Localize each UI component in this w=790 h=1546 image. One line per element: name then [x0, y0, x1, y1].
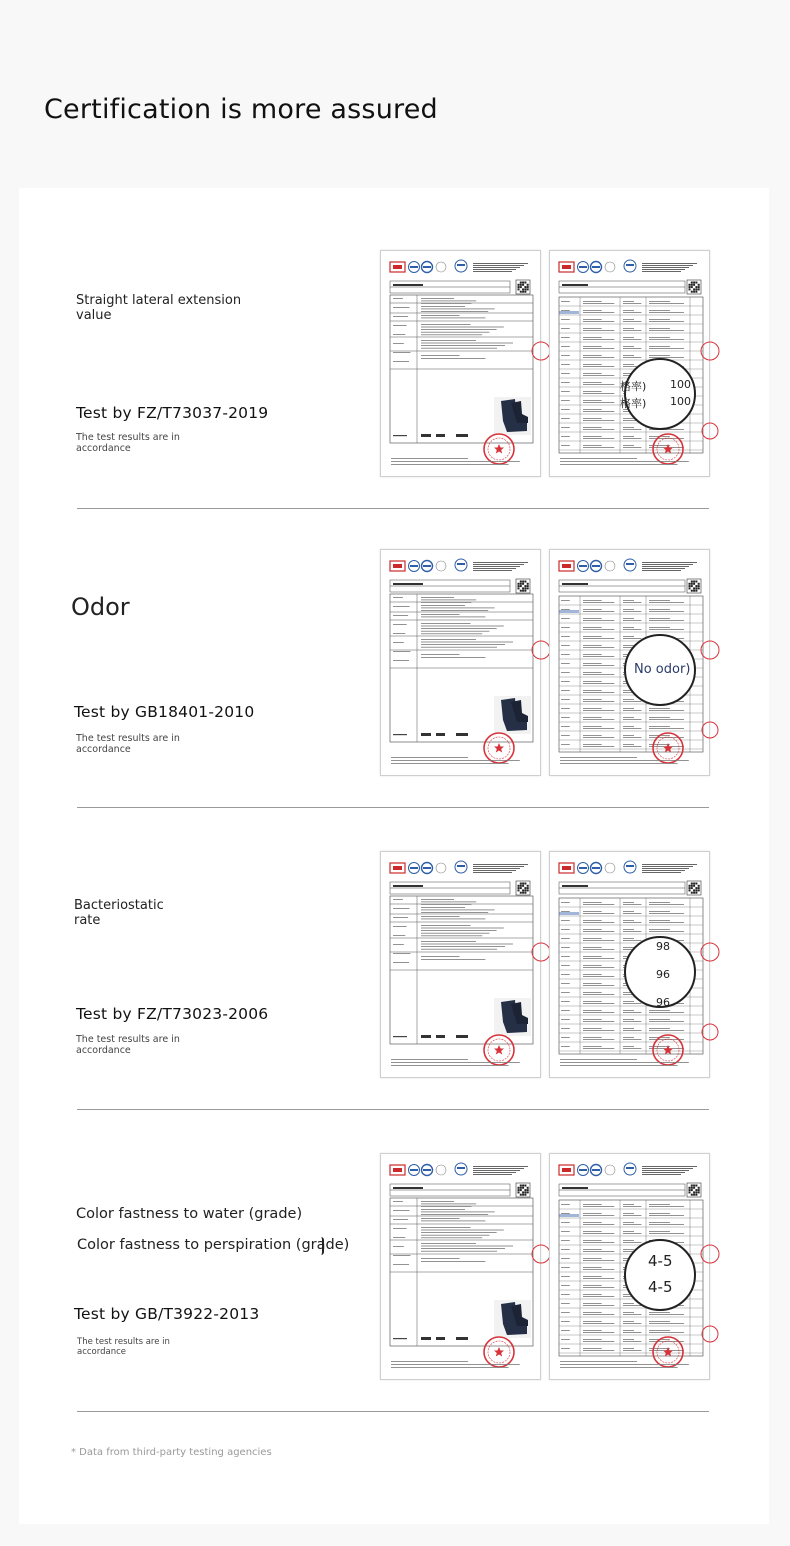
report-thumbnail: [381, 550, 542, 777]
zoom-magnifier: [624, 1239, 696, 1311]
note-line: accordance: [76, 1045, 131, 1057]
note-line: accordance: [76, 744, 131, 756]
zoom-magnifier: [624, 634, 696, 706]
result-note: [76, 1034, 186, 1057]
zoom-value: 96: [656, 996, 670, 1009]
test-report-page-1: [380, 851, 541, 1078]
certification-section-stretch: [19, 188, 769, 488]
certification-panel: [19, 188, 769, 1524]
note-line: accordance: [77, 1347, 126, 1358]
paren-mark: [321, 1237, 324, 1255]
test-standard: Test by FZ/T73023-2006: [76, 1005, 269, 1023]
test-report-page-1: [380, 549, 541, 776]
zoom-label: 格率): [620, 380, 647, 393]
test-standard: Test by GB/T3922-2013: [74, 1305, 260, 1323]
test-standard: Test by GB18401-2010: [74, 703, 255, 721]
indicator-label: Color fastness to water (grade): [76, 1206, 303, 1222]
result-note: [77, 1337, 187, 1357]
result-note: [76, 733, 186, 756]
report-thumbnail: [381, 852, 542, 1079]
note-line: The test results are in: [76, 432, 180, 443]
zoom-value: 100: [670, 378, 691, 391]
note-line: accordance: [76, 443, 131, 455]
section-divider: [77, 1411, 709, 1412]
indicator-line: Bacteriostatic: [74, 898, 164, 913]
zoom-value: 96: [656, 968, 670, 981]
certification-section-bacteriostatic: [19, 790, 769, 1090]
indicator-label: [76, 294, 241, 324]
test-report-page-1: [380, 250, 541, 477]
report-thumbnail: [381, 251, 542, 478]
note-line: The test results are in: [76, 1034, 180, 1045]
report-thumbnail: [381, 1154, 542, 1381]
indicator-line: value: [76, 307, 112, 323]
test-report-page-2: [549, 250, 710, 477]
zoom-value: 98: [656, 940, 670, 953]
zoom-magnifier: [624, 936, 696, 1008]
note-line: The test results are in: [76, 733, 180, 744]
test-report-page-1: [380, 1153, 541, 1380]
footer-note: * Data from third-party testing agencies: [71, 1447, 272, 1458]
zoom-value: 4-5: [648, 1252, 673, 1270]
zoom-magnifier: [620, 358, 696, 430]
result-note: [76, 432, 186, 455]
note-line: The test results are in: [77, 1337, 170, 1347]
indicator-line: Straight lateral extension: [76, 293, 242, 308]
page-title: Certification is more assured: [44, 94, 438, 125]
indicator-line: rate: [74, 912, 101, 928]
test-standard: Test by FZ/T73037-2019: [76, 404, 269, 422]
zoom-text: No odor): [634, 662, 691, 677]
zoom-value: 100: [670, 395, 691, 408]
report-thumbnail: [550, 251, 711, 478]
certification-section-odor: [19, 488, 769, 788]
certification-section-color-fastness: [19, 1091, 769, 1391]
indicator-label: Odor: [71, 593, 130, 621]
indicator-label: Color fastness to perspiration (grade): [77, 1237, 350, 1253]
indicator-label: [74, 899, 164, 929]
zoom-value: 4-5: [648, 1278, 673, 1296]
zoom-label: 格率): [620, 397, 647, 410]
